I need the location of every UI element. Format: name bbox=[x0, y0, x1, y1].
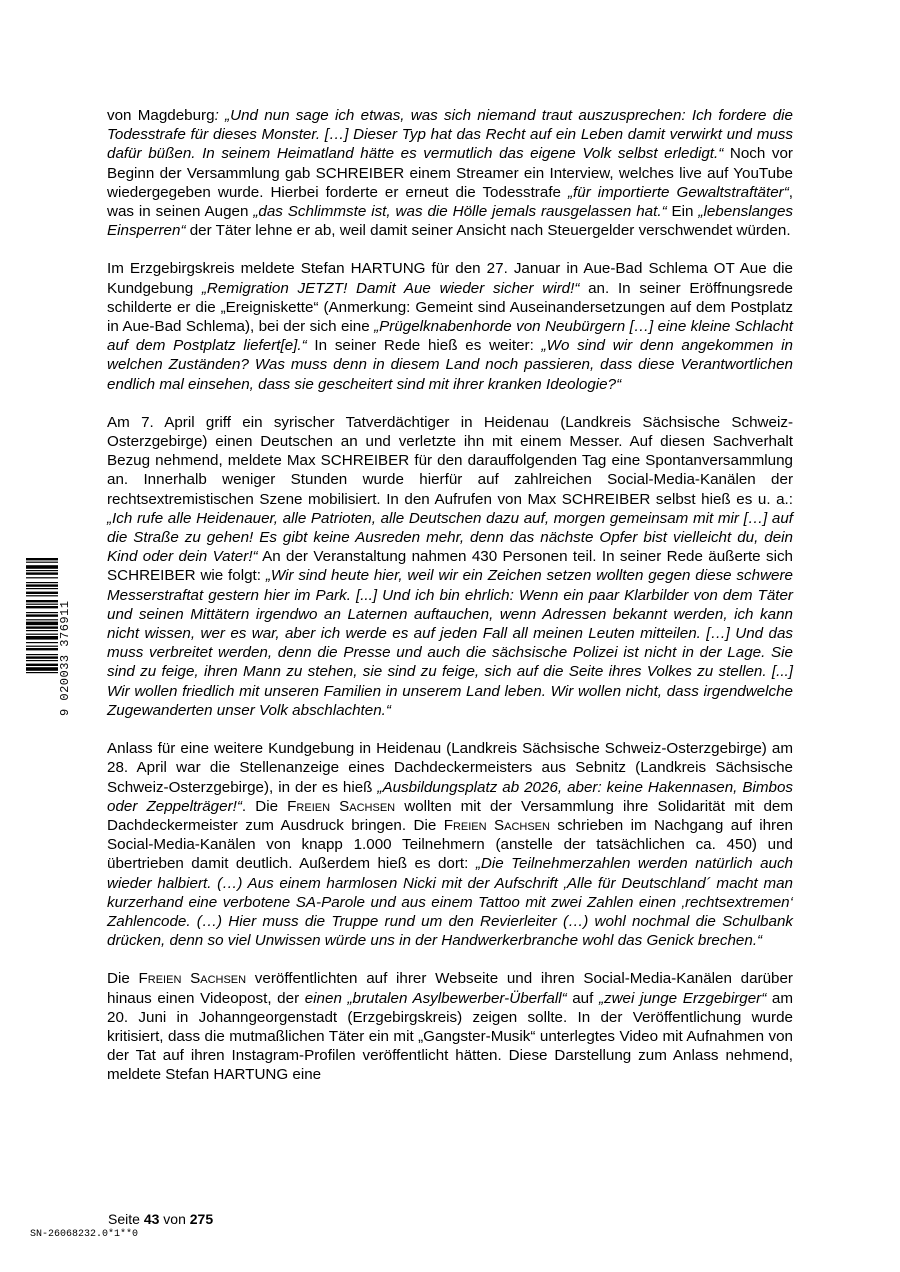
paragraph-text: auf bbox=[566, 989, 599, 1007]
barcode-bar bbox=[26, 570, 58, 571]
barcode-bar bbox=[26, 565, 58, 569]
barcode-bar bbox=[26, 622, 58, 626]
paragraph-text: . Die bbox=[241, 797, 288, 815]
quote-text: „Prügelknabenhorde von Neubürgern […] eine kleine Schlacht auf dem Postplatz liefert[e].“ bbox=[107, 318, 793, 355]
barcode-bar bbox=[26, 584, 58, 586]
paragraph-text: Am 7. April griff ein syrischer Tatverdächtiger in Heidenau (Landkreis Sächsische Schweiz-Osterzgebirge) einen Deutschen an und verletzte ihn mit einem Messer. Auf diesen Sachverhalt Bezug nehmend, meldete Max SCHREIBER für den darauffolgenden Tag eine Spontanversammlung an. Innerhalb weniger Stunden wurde hierfür auf zahlreichen Social-Media-Kanälen der rechtsextremistischen Szene mobilisiert. In den Aufrufen von Max SCHREIBER selbst hieß es u. a.: bbox=[107, 413, 793, 508]
paragraph-text: In seiner Rede hieß es weiter: bbox=[306, 337, 542, 355]
page-footer bbox=[108, 1211, 213, 1227]
paragraph bbox=[107, 969, 793, 1084]
barcode-bar bbox=[26, 654, 58, 655]
barcode-bar bbox=[26, 646, 58, 647]
barcode-number: 9 020033 376911 bbox=[58, 600, 72, 716]
barcode-bar bbox=[26, 600, 58, 602]
paragraph-text: Freien Sachsen bbox=[443, 816, 550, 834]
footer-middle: von bbox=[159, 1211, 190, 1227]
body-text bbox=[107, 106, 793, 1104]
barcode-bar bbox=[26, 558, 58, 560]
footer-current-page: 43 bbox=[143, 1211, 160, 1227]
paragraph-text: an. In seiner Eröffnungsrede schilderte er die „Ereigniskette“ (Anmerkung: Gemeint sind Auseinandersetzungen auf dem Postplatz in Aue-Bad Schlema), bei der sich eine bbox=[107, 279, 793, 336]
barcode-bar bbox=[26, 636, 58, 640]
barcode-bar bbox=[26, 595, 58, 596]
barcode-bar bbox=[26, 619, 58, 620]
quote-text: „Ausbildungsplatz ab 2026, aber: keine Hakennasen, Bimbos oder Zeppelträger!“ bbox=[107, 778, 794, 815]
footer-prefix: Seite bbox=[108, 1211, 144, 1227]
barcode-bar bbox=[26, 606, 58, 608]
paragraph-text: Ein bbox=[666, 203, 699, 221]
barcode-bar bbox=[26, 664, 58, 666]
quote-text: : „Und nun sage ich etwas, was sich niemand traut auszusprechen: Ich fordere die Todesstrafe für dieses Monster. […] Dieser Typ hat das Recht auf ein Leben damit verwirkt und muss dafür büßen. In seinem Heimatland hätte es vermutlich das eigene Volk selbst erledigt.“ bbox=[107, 107, 793, 163]
paragraph-text: Anlass für eine weitere Kundgebung in Heidenau (Landkreis Sächsische Schweiz-Osterzgebirge) am 28. April war die Stellenanzeige eines Dachdeckermeisters aus Sebnitz (Landkreis Sächsische Schweiz-Osterzgebirge), in der es hieß bbox=[107, 740, 793, 796]
barcode-bar bbox=[26, 562, 58, 563]
paragraph bbox=[107, 106, 793, 240]
paragraph-text: Freien Sachsen bbox=[138, 970, 247, 988]
paragraph-text: Freien Sachsen bbox=[287, 797, 396, 815]
barcode-bar bbox=[26, 604, 58, 605]
quote-text: „für importierte Gewaltstraftäter“ bbox=[567, 183, 789, 201]
quote-text: „lebenslanges Einsperren“ bbox=[107, 203, 793, 240]
barcode-bar bbox=[26, 667, 58, 671]
barcode-bar bbox=[26, 660, 58, 661]
paragraph-text: , was in seinen Augen bbox=[107, 183, 793, 221]
barcode-bar bbox=[26, 630, 58, 631]
paragraph-text: Noch vor Beginn der Versammlung gab SCHREIBER einem Streamer ein Interview, welches live auf YouTube wiedergegeben wurde. Hierbei forderte er erneut die Todesstrafe bbox=[107, 145, 793, 201]
quote-text: „Wir sind heute hier, weil wir ein Zeichen setzen wollten gegen diese schwere Messerstraftat gestern hier im Park. [...] Und ich bin ehrlich: Wenn ein paar Klarbilder von dem Täter und seinen Mittätern irgendwo an Laternen auftauchen, wenn Adressen bekannt werden, ich kann nicht wissen, wer es war, aber ich werde es auf jeden Fall all meinen Leuten mitteilen. […] Und das muss verbreitet werden, denn die Presse und auch die sächsische Polizei ist nicht in der Lage. Sie sind zu feige, ihren Mann zu stehen, sie sind zu feige, sich auf die Seite ihres Volkes zu stellen. [...] Wir wollen friedlich mit unseren Familien in unserem Land leben. Wir wollen nicht, dass irgendwelche Zugewanderten unser Volk abschlachten.“ bbox=[107, 567, 793, 719]
quote-text: „Remigration JETZT! Damit Aue wieder sicher wird!“ bbox=[201, 279, 580, 297]
paragraph-text: schrieben im Nachgang auf ihren Social-Media-Kanälen von knapp 1.000 Teilnehmern (anstelle der tatsächlichen ca. 450) und übertrieben damit deutlich. Außerdem hieß es dort: bbox=[107, 816, 793, 873]
barcode-bar bbox=[26, 656, 58, 658]
barcode-bar bbox=[26, 648, 58, 650]
paragraph bbox=[107, 413, 793, 720]
paragraph-text: An der Veranstaltung nahmen 430 Personen teil. In seiner Rede äußerte sich SCHREIBER wie folgt: bbox=[107, 548, 793, 585]
barcode-bar bbox=[26, 577, 58, 578]
paragraph-text: Im Erzgebirgskreis meldete Stefan HARTUNG für den 27. Januar in Aue-Bad Schlema OT Aue die Kundgebung bbox=[107, 260, 793, 297]
quote-text: einen „brutalen Asylbewerber-Überfall“ bbox=[304, 989, 567, 1007]
barcode-bar bbox=[26, 582, 58, 583]
quote-text: „Die Teilnehmerzahlen werden natürlich auch wieder halbiert. (…) Aus einem harmlosen Nicki mit der Aufschrift ‚Alle für Deutschland´ macht man kurzerhand eine verbotene SA-Parole und aus einem Tattoo mit zwei Zahlen einen ‚rechtsextremen‘ Zahlencode. (…) Hier muss die Truppe rund um den Revierleiter (…) wohl nochmal die Schulbank drücken, denn so viel Unwissen würde uns in der Handwerkerbranche wohl das Genick brechen.“ bbox=[107, 855, 794, 950]
barcode-bar bbox=[26, 626, 58, 628]
paragraph-text: am 20. Juni in Johanngeorgenstadt (Erzgebirgskreis) zeigen sollte. In der Veröffentlichung wurde kritisiert, dass die mutmaßlichen Täter ein mit „Gangster-Musik“ unterlegtes Video mit Aufnahmen von der Tat auf ihren Instagram-Profilen veröffentlicht hätten. Diese Darstellung zum Anlass nehmend, meldete Stefan HARTUNG eine bbox=[107, 989, 793, 1084]
document-id: SN-26068232.0*1**0 bbox=[30, 1229, 139, 1240]
quote-text: „Wo sind wir denn angekommen in welchen Zuständen? Was muss denn in diesem Land noch passieren, dass diese Verantwortlichen endlich mal einsehen, dass sie gescheitert sind mit ihrer kranken Ideologie?“ bbox=[107, 337, 793, 393]
paragraph-text: wollten mit der Versammlung ihre Solidarität mit dem Dachdeckermeister zum Ausdruck bringen. Die bbox=[107, 797, 793, 834]
barcode-bar bbox=[26, 572, 58, 574]
barcode-bar bbox=[26, 672, 58, 673]
quote-text: „Ich rufe alle Heidenauer, alle Patrioten, alle Deutschen dazu auf, morgen gemeinsam mit mir […] auf die Straße zu gehen! Es gibt keine Ausreden mehr, denn das nächste Opfer bist vielleicht du, dein Kind oder dein Vater!“ bbox=[107, 509, 793, 566]
barcode-bar bbox=[26, 614, 58, 616]
barcode-bar bbox=[26, 612, 58, 613]
paragraph bbox=[107, 259, 793, 393]
barcode-bar bbox=[26, 642, 58, 643]
paragraph-text: von Magdeburg bbox=[107, 107, 215, 124]
quote-text: „das Schlimmste ist, was die Hölle jemals rausgelassen hat.“ bbox=[253, 203, 667, 221]
paragraph-text: Die bbox=[107, 970, 139, 988]
barcode-bar bbox=[26, 588, 58, 589]
paragraph-text: veröffentlichten auf ihrer Webseite und ihren Social-Media-Kanälen darüber hinaus einen Videopost, der bbox=[107, 970, 793, 1007]
barcode-bar bbox=[26, 634, 58, 635]
paragraph bbox=[107, 739, 793, 950]
barcode-bar bbox=[26, 592, 58, 594]
footer-total-pages: 275 bbox=[189, 1211, 214, 1227]
paragraph-text: der Täter lehne er ab, weil damit seiner Ansicht nach Steuergelder verschwendet würden. bbox=[185, 222, 791, 240]
quote-text: „zwei junge Erzgebirger“ bbox=[598, 989, 767, 1007]
